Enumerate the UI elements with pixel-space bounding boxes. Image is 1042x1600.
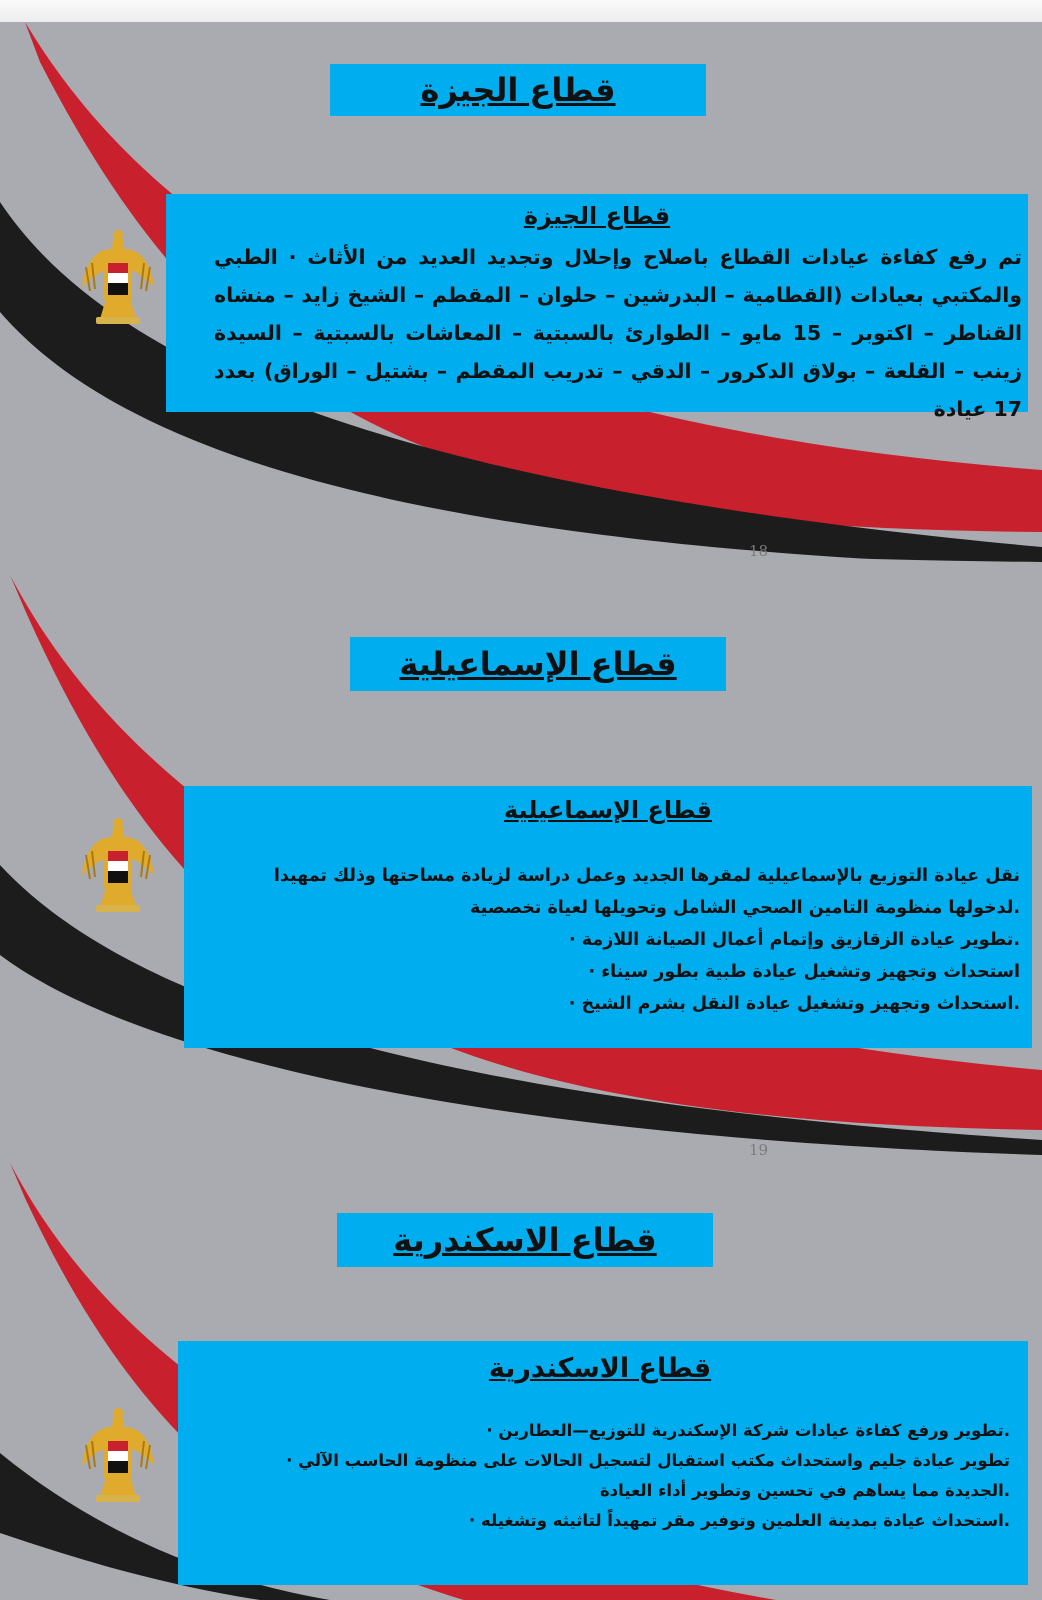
- content-box: [184, 786, 1032, 1048]
- content-heading: قطاع الاسكندرية: [488, 1353, 712, 1384]
- content-body: تم رفع كفاءة عيادات القطاع باصلاح وإحلال وتجديد العديد من الأثاث · الطبي والمكتبي بعيادات (القطامية – البدرشين – حلوان – المقطم – الشيخ زايد – منشاه القناطر – اكتوبر – 15 مايو – الطوارئ بالسبتية – المعاشات بالسبتية – السيدة زينب – القلعة – بولاق الدكرور – الدقي – تدريب المقطم – بشتيل – الوراق) بعدد 17 عيادة: [214, 245, 1022, 421]
- content-line: استحداث وتجهيز وتشغيل عيادة طبية بطور سيناء ·: [588, 962, 1020, 982]
- slide-ismailia: [0, 575, 1042, 1163]
- content-line: نقل عيادة التوزيع بالإسماعيلية لمقرها الجديد وعمل دراسة لزيادة مساحتها وذلك تمهيدا: [273, 866, 1020, 886]
- slide-title: قطاع الاسكندرية: [337, 1213, 713, 1267]
- content-line: .الجديدة مما يساهم في تحسين وتطوير أداء العيادة: [599, 1481, 1010, 1500]
- egypt-eagle-emblem-icon: [80, 1405, 156, 1509]
- page-number: 19: [749, 1141, 769, 1159]
- slide-title: قطاع الجيزة: [330, 64, 706, 116]
- viewer-top-bar: [0, 0, 1042, 23]
- slide-title: قطاع الإسماعيلية: [350, 637, 726, 691]
- content-line: تطوير عيادة جليم واستحداث مكتب استقبال لتسجيل الحالات على منظومة الحاسب الآلي ·: [286, 1451, 1010, 1470]
- content-line: .لدخولها منظومة التامين الصحي الشامل وتحويلها لعياة تخصصية: [469, 898, 1020, 918]
- content-line: .استحداث عيادة بمدينة العلمين وتوفير مقر تمهيداً لتاثيثه وتشغيله ·: [468, 1511, 1010, 1530]
- slide-giza: [0, 22, 1042, 575]
- slide-alexandria: [0, 1163, 1042, 1600]
- page-number: 18: [749, 542, 769, 560]
- content-line: .تطوير ورفع كفاءة عيادات شركة الإسكندرية للتوزيع—العطارين ·: [486, 1421, 1010, 1440]
- content-line: .تطوير عيادة الزقازيق وإتمام أعمال الصيانة اللازمة ·: [569, 930, 1020, 950]
- content-line: .استحداث وتجهيز وتشغيل عيادة النقل بشرم الشيخ ·: [568, 994, 1020, 1014]
- egypt-eagle-emblem-icon: [80, 227, 156, 331]
- content-box: [178, 1341, 1028, 1585]
- content-heading: قطاع الجيزة: [523, 202, 671, 230]
- egypt-eagle-emblem-icon: [80, 815, 156, 919]
- content-heading: قطاع الإسماعيلية: [504, 796, 712, 824]
